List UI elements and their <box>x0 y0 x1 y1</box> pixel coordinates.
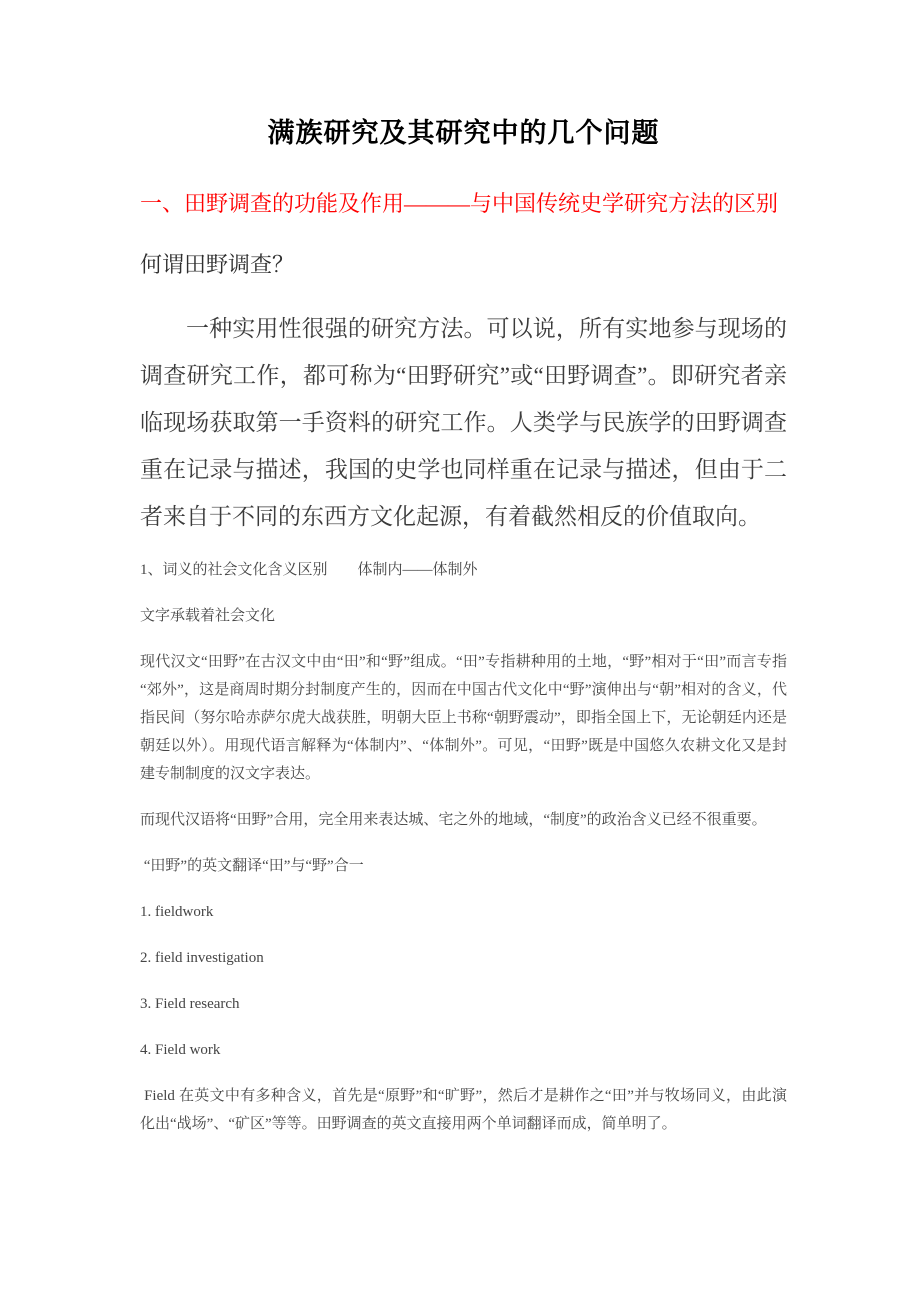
list-item-field-investigation: 2. field investigation <box>140 950 264 966</box>
para-field-meanings: Field 在英文中有多种含义，首先是“原野”和“旷野”，然后才是耕作之“田”并与牧场同义，由此演化出“战场”、“矿区”等等。田野调查的英文直接用两个单词翻译而成，简单明了。 <box>140 1088 787 1132</box>
list-item-fieldwork: 1. fieldwork <box>140 904 214 920</box>
heading-word-meaning-distinction: 1、词义的社会文化含义区别 体制内——体制外 <box>140 562 478 578</box>
question-subheading: 何谓田野调查？ <box>140 252 295 277</box>
para-tianye-etymology: 现代汉文“田野”在古汉文中由“田”和“野”组成。“田”专指耕种用的土地，“野”相对于“田”而言专指“郊外”，这是商周时期分封制度产生的，因而在中国古代文化中“野”演伸出与“朝”相对的含义，代指民间（努尔哈赤萨尔虎大战获胜，明朝大臣上书称“朝野震动”，即指全国上下，无论朝廷内还是朝廷以外）。用现代语言解释为“体制内”、“体制外”。可见，“田野”既是中国悠久农耕文化又是封建专制制度的汉文字表达。 <box>140 654 787 782</box>
para-english-translation-note: “田野”的英文翻译“田”与“野”合一 <box>140 858 364 874</box>
document-title: 满族研究及其研究中的几个问题 <box>267 118 660 148</box>
list-item-field-work: 4. Field work <box>140 1042 221 1058</box>
lead-paragraph: 一种实用性很强的研究方法。可以说，所有实地参与现场的调查研究工作，都可称为“田野研究”或“田野调查”。即研究者亲临现场获取第一手资料的研究工作。人类学与民族学的田野调查重在记录与描述，我国的史学也同样重在记录与描述，但由于二者来自于不同的东西方文化起源，有着截然相反的价值取向。 <box>140 316 787 529</box>
para-text-carries-culture: 文字承载着社会文化 <box>140 608 276 624</box>
list-item-field-research: 3. Field research <box>140 996 240 1012</box>
section-heading-red: 一、田野调查的功能及作用———与中国传统史学研究方法的区别 <box>140 191 779 216</box>
para-modern-chinese-usage: 而现代汉语将“田野”合用，完全用来表达城、宅之外的地域，“制度”的政治含义已经不很重要。 <box>140 812 767 828</box>
